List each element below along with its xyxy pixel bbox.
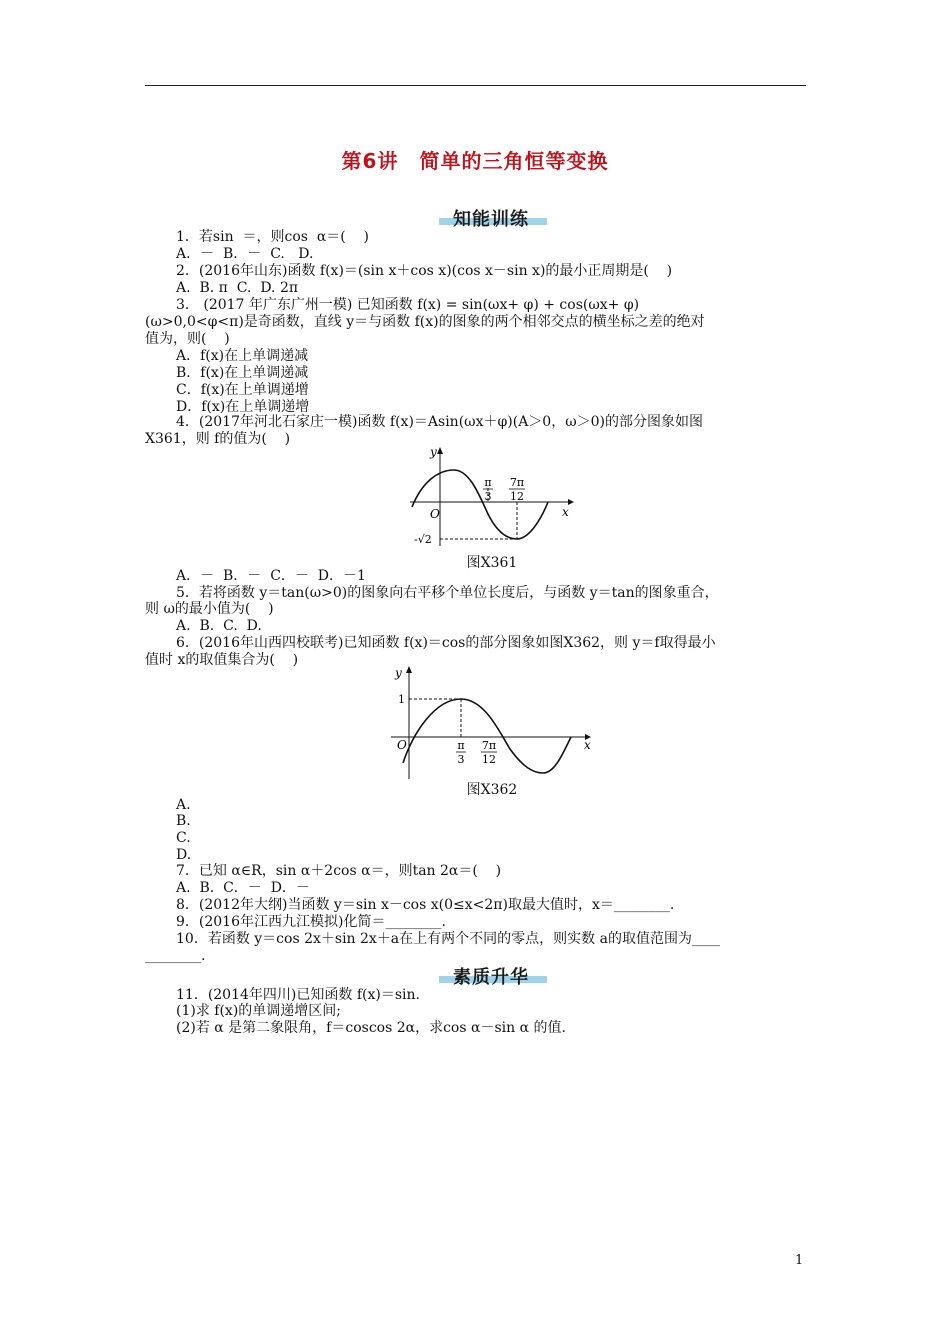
question-line: ________. [145,948,206,964]
tick-denominator: 3 [484,490,492,503]
question-line: (1)求 f(x)的单调递增区间; [176,1003,341,1019]
x-axis-label: x [584,738,591,752]
option-line: B. [176,813,191,829]
option-line: A．－ B．－ C. D. [176,246,314,262]
option-line: C. [176,830,191,846]
y-axis-arrow [437,447,443,454]
question-line: 则 ω的最小值为( ) [145,601,274,617]
tick-denominator: 3 [457,753,465,766]
question-line: 11．(2014年四川)已知函数 f(x)＝sin. [176,987,420,1003]
x-axis-arrow [568,499,574,505]
option-line: D．f(x)在上单调递增 [176,399,310,415]
question-line: (2)若 α 是第二象限角，f＝coscos 2α，求cos α－sin α 的值. [176,1020,566,1036]
x-axis-label: x [562,505,569,519]
tick-numerator: 7π [509,476,525,489]
question-line: 值为，则( ) [145,331,230,347]
ymax-label: 1 [398,693,405,706]
question-line: 1．若sin ＝，则cos α＝( ) [176,229,370,245]
figure-caption: 图X361 [466,555,518,571]
ymin-label: -√2 [414,533,432,546]
figure-x362 [385,663,595,781]
figure-caption: 图X362 [466,782,518,798]
question-line: 3． (2017 年广东广州一模) 已知函数 f(x) = sin(ωx+ φ) + cos(ωx+ φ) [176,297,640,313]
question-line: 7．已知 α∈R，sin α＋2cos α＝，则tan 2α＝( ) [176,863,502,879]
question-line: 4．(2017年河北石家庄一模)函数 f(x)＝Asin(ωx＋φ)(A＞0，ω＞0)的部分图象如图 [176,414,704,430]
section-title: 素质升华 [453,967,529,988]
option-line: A. [176,797,191,813]
question-line: 10．若函数 y＝cos 2x＋sin 2x＋a在上有两个不同的零点，则实数 a的取值范围为____ [176,931,720,947]
tick-numerator: π [457,739,465,752]
section-title: 知能训练 [453,209,529,230]
question-line: 8．(2012年大纲)当函数 y＝sin x－cos x(0≤x<2π)取最大值时，x＝________. [176,897,675,913]
question-line: 2．(2016年山东)函数 f(x)＝(sin x＋cos x)(cos x－sin x)的最小正周期是( ) [176,263,673,279]
section-banner-upgrade [435,963,547,988]
page-title: 第6讲 简单的三角恒等变换 [341,149,609,173]
tick-denominator: 12 [510,490,524,503]
y-axis-label: y [430,445,437,459]
question-line: 9．(2016年江西九江模拟)化简＝________. [176,914,446,930]
question-line: 5．若将函数 y＝tan(ω>0)的图象向右平移个单位长度后，与函数 y＝tan的图象重合， [176,585,719,601]
option-line: A. B. π C. D. 2π [176,280,299,296]
option-line: B．f(x)在上单调递减 [176,365,309,381]
option-line: A．f(x)在上单调递减 [176,348,309,364]
option-line: D. [176,847,192,863]
option-line: A．－ B．－ C．－ D．－1 [176,568,366,584]
sine-curve [412,470,548,539]
figure-x361 [400,442,580,550]
origin-label: O [430,507,440,521]
option-line: A. B. C. D. [176,618,262,634]
question-line: (ω>0,0<φ<π)是奇函数，直线 y＝与函数 f(x)的图象的两个相邻交点的横坐标之差的绝对 [145,314,705,330]
origin-label: O [397,738,407,752]
option-line: C．f(x)在上单调递增 [176,382,309,398]
tick-numerator: π [484,476,492,489]
question-line: X361，则 f的值为( ) [145,431,291,447]
section-banner-training [435,205,547,230]
header-rule [145,85,806,86]
page-number: 1 [795,1253,804,1268]
question-line: 值时 x的取值集合为( ) [145,652,299,668]
tick-numerator: 7π [481,739,497,752]
question-line: 6．(2016年山西四校联考)已知函数 f(x)＝cos的部分图象如图X362，则 y＝f取得最小 [176,635,716,651]
y-axis-label: y [395,666,402,680]
tick-denominator: 12 [482,753,496,766]
option-line: A. B. C．－ D．－ [176,880,310,896]
y-axis-arrow [406,666,412,673]
